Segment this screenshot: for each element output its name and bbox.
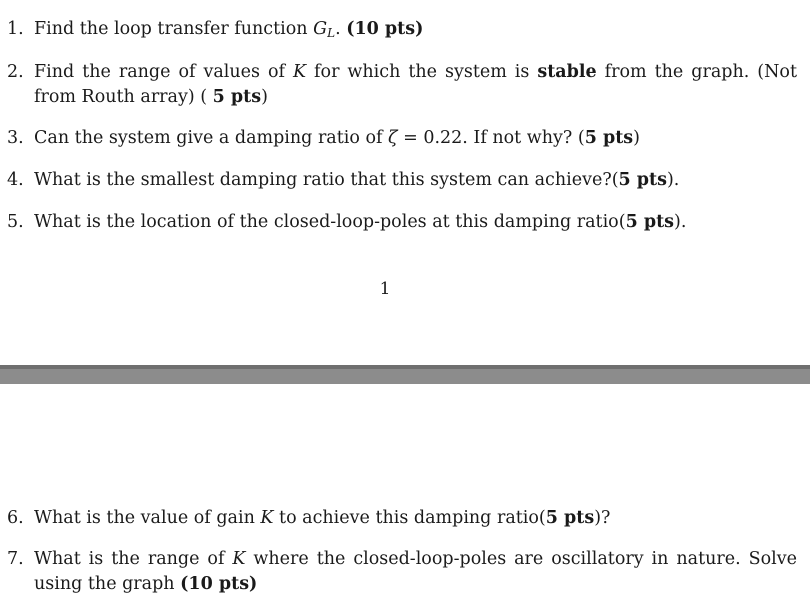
math-symbol: K <box>292 62 307 82</box>
question-text: What is the smallest damping ratio that this system can achieve?(5 pts). <box>34 170 680 190</box>
question-2 <box>7 60 797 110</box>
math-symbol: K <box>232 549 246 569</box>
math-subscript: L <box>327 26 336 40</box>
question-text: What is the range of K where the closed-loop-poles are oscillatory in nature. Solve using the graph (10 pts) <box>34 549 797 594</box>
points-label: 5 pts <box>584 128 634 148</box>
question-text: Find the range of values of K for which the system is stable from the graph. (Not from Routh array) ( 5 pts) <box>34 62 797 107</box>
emphasis-text: stable <box>537 62 597 82</box>
math-symbol: K <box>260 508 274 528</box>
math-symbol: ζ <box>388 128 398 148</box>
document-page-2 <box>0 384 810 609</box>
question-5 <box>7 210 797 235</box>
page-number: 1 <box>379 279 391 299</box>
question-4 <box>7 168 797 193</box>
question-text: What is the value of gain K to achieve this damping ratio(5 pts)? <box>34 508 611 528</box>
question-6 <box>7 506 797 531</box>
question-number: 1. <box>7 19 24 39</box>
question-7 <box>7 547 797 597</box>
page-separator <box>0 365 810 384</box>
points-label: 5 pts <box>545 508 595 528</box>
question-number: 2. <box>7 62 24 82</box>
question-3 <box>7 126 797 151</box>
question-number: 5. <box>7 212 24 232</box>
math-symbol: G <box>313 19 328 39</box>
question-text: Find the loop transfer function $G_L$. (10 pts) <box>34 19 424 40</box>
question-text: Can the system give a damping ratio of ζ = 0.22. If not why? (5 pts) <box>34 128 640 148</box>
question-number: 3. <box>7 128 24 148</box>
question-text: What is the location of the closed-loop-poles at this damping ratio(5 pts). <box>34 212 687 232</box>
question-number: 7. <box>7 549 24 569</box>
points-label: 5 pts <box>212 87 262 107</box>
points-label: 5 pts <box>618 170 667 190</box>
question-1 <box>7 17 797 46</box>
points-label: 5 pts <box>625 212 675 232</box>
points-label: (10 pts) <box>346 19 424 39</box>
question-number: 4. <box>7 170 24 190</box>
points-label: (10 pts) <box>180 574 258 594</box>
question-number: 6. <box>7 508 24 528</box>
